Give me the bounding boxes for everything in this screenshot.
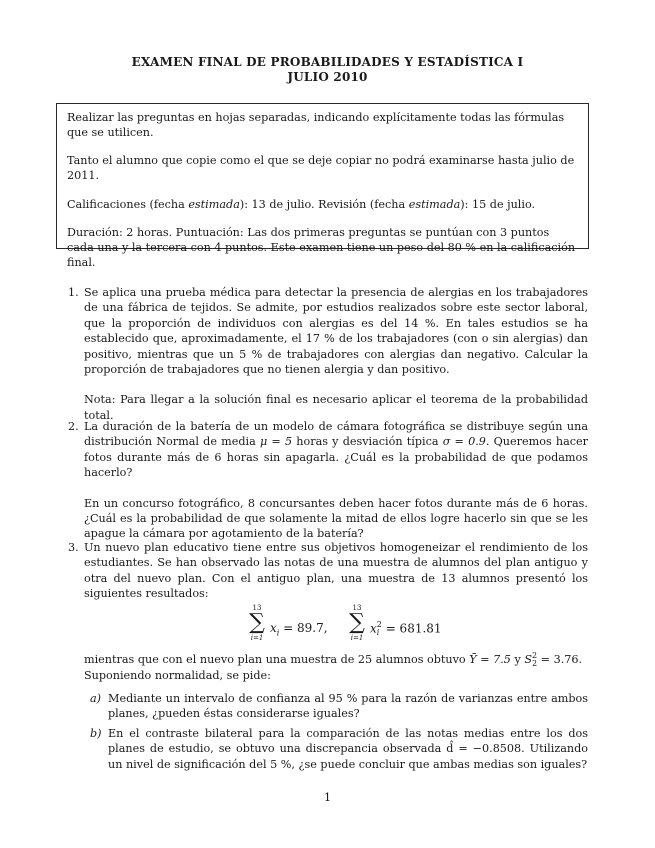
question-number: 1.	[68, 286, 79, 299]
title-line-1: EXAMEN FINAL DE PROBABILIDADES Y ESTADÍSTICA I	[131, 55, 524, 69]
question-3	[68, 540, 588, 776]
list-item: b) En el contraste bilateral para la comparación de las notas medias entre los dos planes de estudio, se obtuvo una discrepancia observada d̂ = −0.8508. Utilizando un nivel de significación del 5 %, ¿se puede concluir que ambas medias son iguales?	[90, 726, 588, 771]
instruction-copying: Tanto el alumno que copie como el que se deje copiar no podrá examinarse hasta julio de 2011.	[67, 154, 575, 182]
question-2-text-2: En un concurso fotográfico, 8 concursantes deben hacer fotos durante más de 6 horas. ¿Cuál es la probabilidad de que solamente la mitad de ellos logre hacerlo sin que se les apague la cámara por agotamiento de la batería?	[84, 496, 588, 541]
page-number: 1	[323, 790, 332, 804]
sum-sign-1: 13 ∑ i=1	[249, 603, 265, 642]
instruction-duration: Duración: 2 horas. Puntuación: Las dos primeras preguntas se puntúan con 3 puntos cada una y la tercera con 4 puntos. Este examen tiene un peso del 80 % en la calificación final.	[67, 226, 576, 269]
instructions-box	[56, 103, 589, 269]
question-number: 2.	[68, 420, 79, 433]
question-3-items	[84, 691, 588, 772]
list-item: a) Mediante un intervalo de confianza al 95 % para la razón de varianzas entre ambos planes, ¿pueden éstas considerarse iguales?	[90, 692, 588, 721]
instruction-dates: Calificaciones (fecha estimada): 13 de julio. Revisión (fecha estimada): 15 de julio.	[67, 198, 536, 211]
question-2-text: La duración de la batería de un modelo de cámara fotográfica se distribuye según una distribución Normal de media μ = 5 horas y desviación típica σ = 0.9. Queremos hacer fotos durante más de 6 horas sin apagarla. ¿Cuál es la probabilidad de que podamos hacerlo?	[84, 420, 588, 480]
question-1	[68, 285, 588, 423]
title-line-2: JULIO 2010	[287, 70, 368, 84]
question-1-text: Se aplica una prueba médica para detectar la presencia de alergias en los trabajadores de una fábrica de tejidos. Se admite, por estudios realizados sobre este sector laboral, que la proporción de individuos con alergias es del 14 %. En tales estudios se ha establecido que, aproximadamente, el 17 % de los trabajadores (con o sin alergias) dan positivo, mientras que un 5 % de trabajadores con alergias dan negativo. Calcular la proporción de trabajadores que no tienen alergia y dan positivo.	[84, 286, 588, 377]
question-3-text-after: mientras que con el nuevo plan una muestra de 25 alumnos obtuvo Ȳ = 7.5 y S 2 2 = 3.76.	[84, 650, 583, 668]
sum-1-expression: $x_i = 89.7$,	[270, 620, 328, 638]
instruction-formulas: Realizar las preguntas en hojas separadas, indicando explícitamente todas las fórmulas que se utilicen.	[67, 111, 565, 139]
sum-2-expression: x 2 i = 681.81	[370, 619, 442, 637]
question-1-note: Nota: Para llegar a la solución final es necesario aplicar el teorema de la probabilidad total.	[84, 393, 588, 422]
sums-formula	[84, 604, 588, 650]
question-2	[68, 419, 588, 542]
question-number: 3.	[68, 541, 79, 554]
question-3-text: Un nuevo plan educativo tiene entre sus objetivos homogeneizar el rendimiento de los estudiantes. Se han observado las notas de una muestra de alumnos del plan antiguo y otra del nuevo plan. Con el antiguo plan, una muestra de 13 alumnos presentó los siguientes resultados:	[84, 541, 588, 601]
exam-title	[0, 55, 655, 85]
sum-sign-2: 13 ∑ i=1	[349, 603, 365, 642]
question-3-assumption: Suponiendo normalidad, se pide:	[84, 668, 271, 682]
